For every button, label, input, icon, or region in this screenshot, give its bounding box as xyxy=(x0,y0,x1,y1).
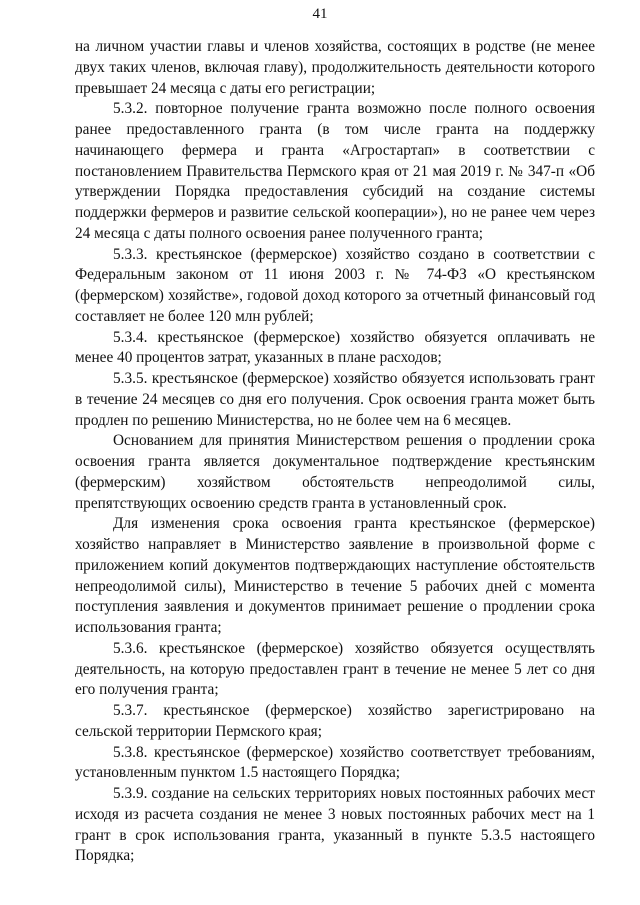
paragraph-5-3-4: 5.3.4. крестьянское (фермерское) хозяйство обязуется оплачивать не менее 40 процентов затрат, указанных в плане расходов; xyxy=(75,328,595,367)
paragraph-5-3-2: 5.3.2. повторное получение гранта возможно после полного освоения ранее предоставленного гранта (в том числе гранта на поддержку начинающего фермера и гранта «Агростартап» в соответствии с постановлением Правительства Пермского края от 21 мая 2019 г. № 347-п «Об утверждении Порядка предоставления субсидий на создание системы поддержки фермеров и развитие сельской кооперации»), но не ранее чем через 24 месяца с даты полного освоения ранее полученного гранта; xyxy=(75,100,595,242)
paragraph-5-3-5: 5.3.5. крестьянское (фермерское) хозяйство обязуется использовать грант в течение 24 месяцев со дня его получения. Срок освоения гранта может быть продлен по решению Министерства, но не более чем на 6 месяцев. xyxy=(75,370,595,429)
page-number: 41 xyxy=(312,6,328,22)
paragraph-extension-basis: Основанием для принятия Министерством решения о продлении срока освоения гранта является документальное подтверждение крестьянским (фермерским) хозяйством обстоятельств непреодолимой силы, препятствующих освоению средств гранта в установленный срок. xyxy=(75,432,595,512)
paragraph-5-3-7: 5.3.7. крестьянское (фермерское) хозяйство зарегистрировано на сельской территории Пермского края; xyxy=(75,702,595,740)
paragraph-5-3-3: 5.3.3. крестьянское (фермерское) хозяйство создано в соответствии с Федеральным законом от 11 июня 2003 г. № 74-ФЗ «О крестьянском (фермерском) хозяйстве», годовой доход которого за отчетный финансовый год составляет не более 120 млн рублей; xyxy=(75,245,595,325)
paragraph-5-3-9: 5.3.9. создание на сельских территориях новых постоянных рабочих мест исходя из расчета создания не менее 3 новых постоянных рабочих мест на 1 грант в срок использования гранта, указанный в пункте 5.3.5 настоящего Порядка; xyxy=(75,785,595,865)
paragraph-5-3-6: 5.3.6. крестьянское (фермерское) хозяйство обязуется осуществлять деятельность, на которую предоставлен грант в течение не менее 5 лет со дня его получения гранта; xyxy=(75,639,595,699)
paragraph-continuation: на личном участии главы и членов хозяйства, состоящих в родстве (не менее двух таких членов, включая главу), продолжительность деятельности которого превышает 24 месяца с даты его регистрации; xyxy=(75,38,595,97)
paragraph-extension-procedure: Для изменения срока освоения гранта крестьянское (фермерское) хозяйство направляет в Министерство заявление в произвольной форме с приложением копий документов подтверждающих наступление обстоятельств непреодолимой силы), Министерство в течение 5 рабочих дней с момента поступления заявления и документов принимает решение о продлении срока использования гранта; xyxy=(75,515,595,636)
paragraph-5-3-8: 5.3.8. крестьянское (фермерское) хозяйство соответствует требованиям, установленным пунктом 1.5 настоящего Порядка; xyxy=(75,743,595,782)
document-body xyxy=(75,37,595,867)
